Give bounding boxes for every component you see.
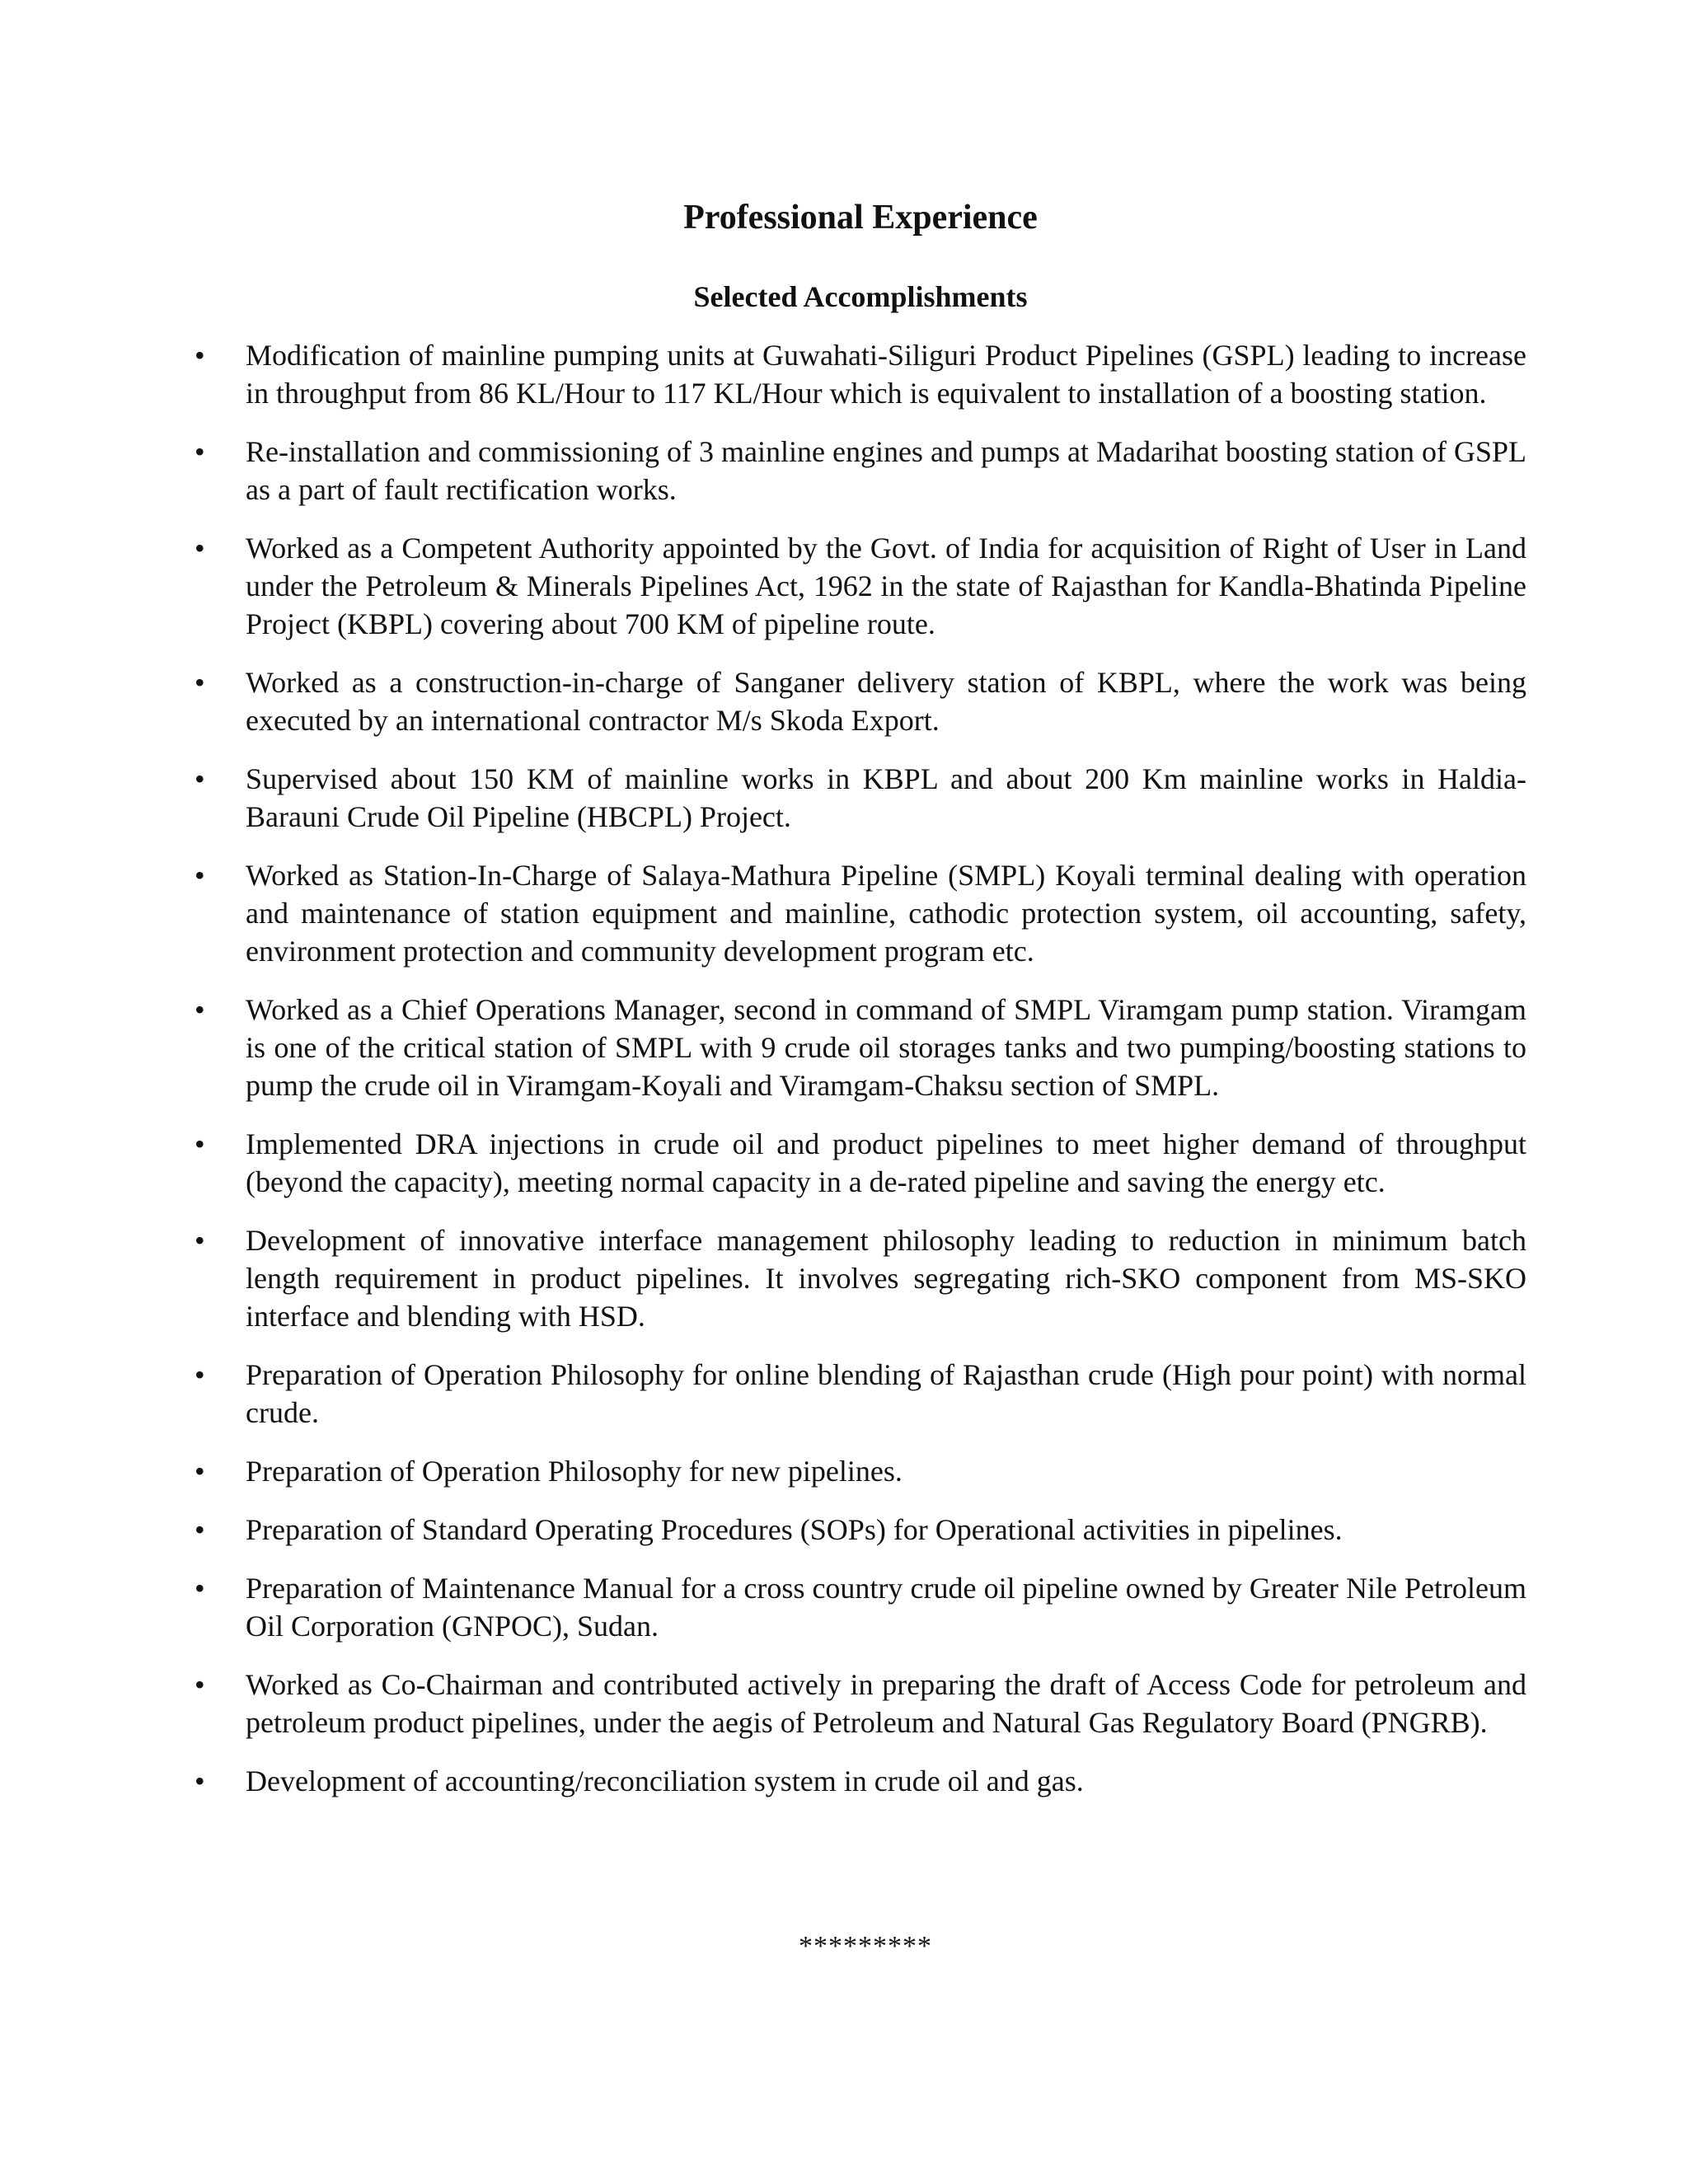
list-item <box>191 1569 1526 1645</box>
list-item-text: Supervised about 150 KM of mainline works in KBPL and about 200 Km mainline works in Haldia-Barauni Crude Oil Pipeline (HBCPL) Project. <box>246 762 1526 833</box>
list-item <box>191 1452 1526 1490</box>
list-item <box>191 1356 1526 1432</box>
bullet-icon: • <box>195 1358 205 1391</box>
list-item-text: Development of innovative interface management philosophy leading to reduction in minimum batch length requirement in product pipelines. It involves segregating rich-SKO component from MS-SKO interface and blending with HSD. <box>246 1224 1526 1333</box>
list-item <box>191 1125 1526 1201</box>
bullet-icon: • <box>195 1224 205 1257</box>
bullet-icon: • <box>195 1765 205 1797</box>
list-item-text: Preparation of Operation Philosophy for new pipelines. <box>246 1455 903 1488</box>
bullet-icon: • <box>195 1668 205 1701</box>
list-item <box>191 1511 1526 1549</box>
list-item-text: Re-installation and commissioning of 3 mainline engines and pumps at Madarihat boosting station of GSPL as a part of fault rectification works. <box>246 435 1526 506</box>
list-item <box>191 663 1526 739</box>
bullet-icon: • <box>195 993 205 1026</box>
list-item-text: Implemented DRA injections in crude oil and product pipelines to meet higher demand of throughput (beyond the capacity), meeting normal capacity in a de-rated pipeline and saving the energy etc. <box>246 1127 1526 1198</box>
list-item <box>191 1762 1526 1800</box>
list-item <box>191 760 1526 836</box>
list-item <box>191 336 1526 412</box>
list-item-text: Preparation of Standard Operating Procedures (SOPs) for Operational activities in pipelines. <box>246 1513 1343 1546</box>
list-item-text: Worked as a construction-in-charge of Sanganer delivery station of KBPL, where the work was being executed by an international contractor M/s Skoda Export. <box>246 666 1526 737</box>
bullet-icon: • <box>195 339 205 372</box>
list-item-text: Modification of mainline pumping units at Guwahati-Siliguri Product Pipelines (GSPL) leading to increase in throughput from 86 KL/Hour to 117 KL/Hour which is equivalent to installation of a boosting station. <box>246 339 1526 410</box>
end-marker: ********* <box>799 1931 932 1961</box>
bullet-icon: • <box>195 1572 205 1605</box>
list-item <box>191 1221 1526 1335</box>
page-title: Professional Experience <box>683 199 1038 237</box>
list-item <box>191 856 1526 970</box>
list-item <box>191 991 1526 1104</box>
bullet-icon: • <box>195 1455 205 1488</box>
accomplishments-list <box>191 336 1526 1821</box>
section-subtitle: Selected Accomplishments <box>693 280 1028 313</box>
bullet-icon: • <box>195 859 205 892</box>
bullet-icon: • <box>195 435 205 468</box>
list-item-text: Worked as a Chief Operations Manager, second in command of SMPL Viramgam pump station. Viramgam is one of the critical station of SMPL with 9 crude oil storages tanks and two pumping/boosting stations to pump the crude oil in Viramgam-Koyali and Viramgam-Chaksu section of SMPL. <box>246 993 1526 1102</box>
list-item-text: Preparation of Operation Philosophy for online blending of Rajasthan crude (High pour point) with normal crude. <box>246 1358 1526 1429</box>
list-item <box>191 433 1526 509</box>
list-item <box>191 529 1526 643</box>
list-item <box>191 1666 1526 1741</box>
list-item-text: Worked as Co-Chairman and contributed actively in preparing the draft of Access Code for petroleum and petroleum product pipelines, under the aegis of Petroleum and Natural Gas Regulatory Board (PNGRB). <box>246 1668 1526 1739</box>
list-item-text: Preparation of Maintenance Manual for a cross country crude oil pipeline owned by Greater Nile Petroleum Oil Corporation (GNPOC), Sudan. <box>246 1572 1526 1643</box>
list-item-text: Development of accounting/reconciliation system in crude oil and gas. <box>246 1765 1084 1797</box>
list-item-text: Worked as a Competent Authority appointed by the Govt. of India for acquisition of Right of User in Land under the Petroleum & Minerals Pipelines Act, 1962 in the state of Rajasthan for Kandla-Bhatinda Pipeline Project (KBPL) covering about 700 KM of pipeline route. <box>246 532 1526 640</box>
bullet-icon: • <box>195 762 205 795</box>
bullet-icon: • <box>195 666 205 699</box>
bullet-icon: • <box>195 532 205 565</box>
bullet-icon: • <box>195 1513 205 1546</box>
list-item-text: Worked as Station-In-Charge of Salaya-Mathura Pipeline (SMPL) Koyali terminal dealing with operation and maintenance of station equipment and mainline, cathodic protection system, oil accounting, safety, environment protection and community development program etc. <box>246 859 1526 968</box>
bullet-icon: • <box>195 1127 205 1160</box>
